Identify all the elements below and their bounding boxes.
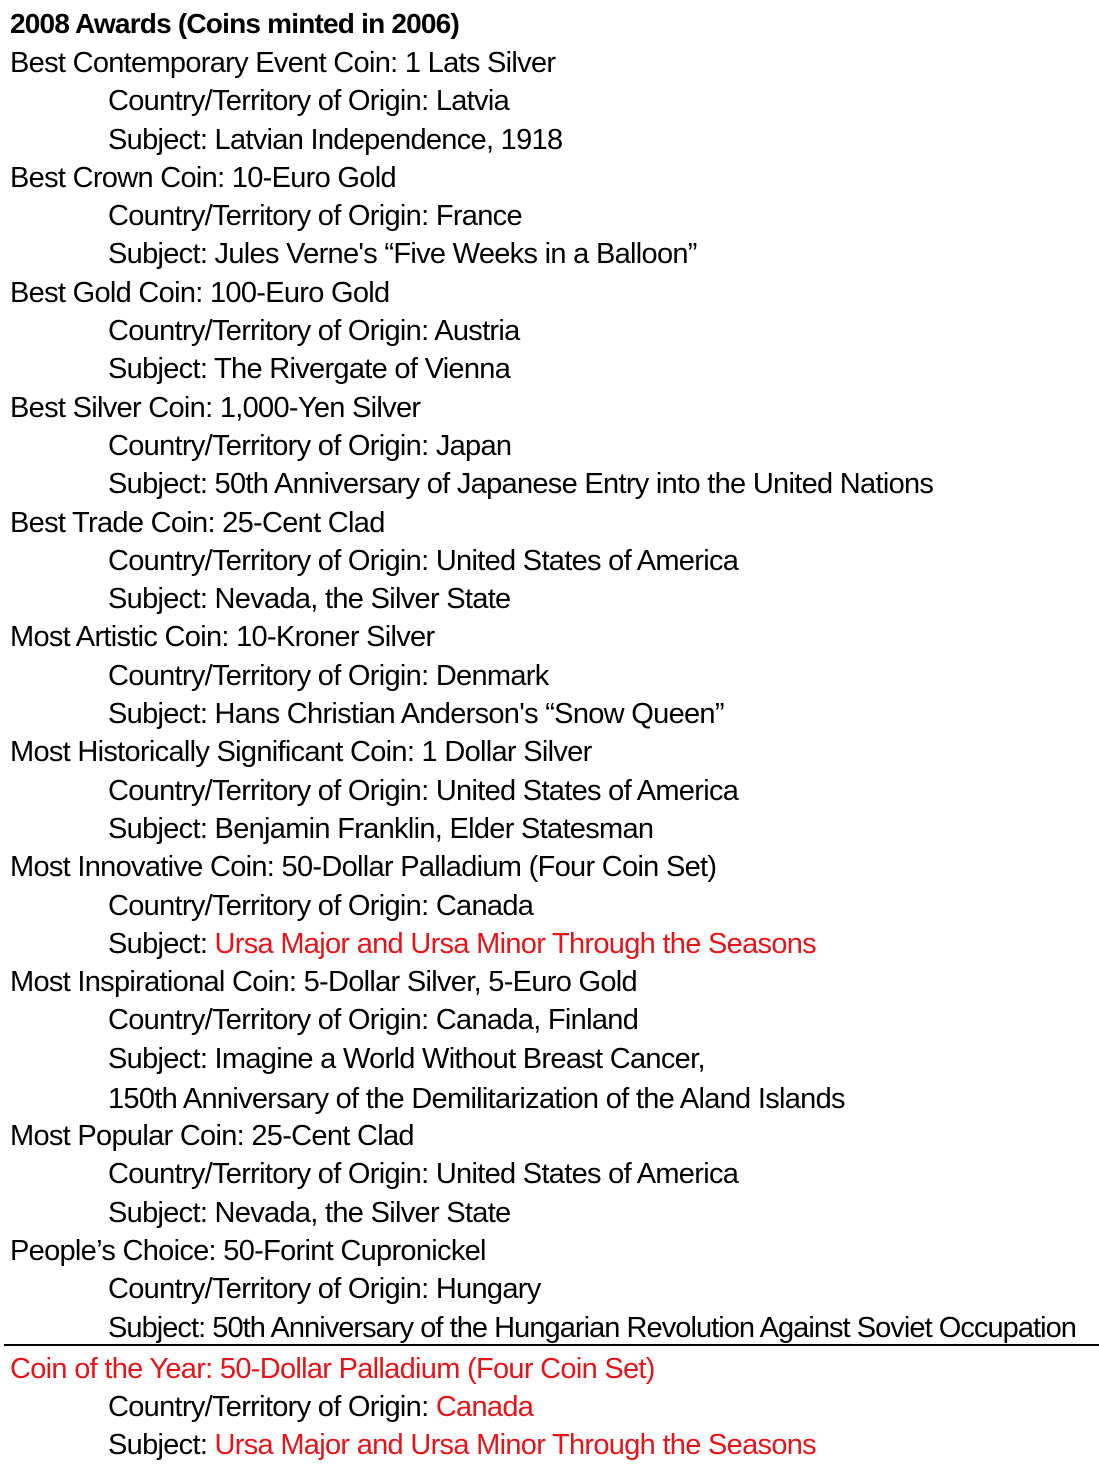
award-subject-continuation: 150th Anniversary of the Demilitarization of the Aland Islands (108, 1083, 845, 1116)
origin-value: United States of America (435, 1158, 739, 1191)
subject-value: Imagine a World Without Breast Cancer, (214, 1042, 705, 1075)
subject-value: The Rivergate of Vienna (214, 353, 511, 386)
origin-value: Denmark (435, 659, 549, 692)
award-heading-most-artistic: Most Artistic Coin: 10-Kroner Silver (10, 621, 435, 654)
origin-value: United States of America (435, 774, 739, 807)
origin-label: Country/Territory of Origin: (108, 85, 436, 118)
origin-label: Country/Territory of Origin: (108, 544, 436, 577)
award-heading-best-silver: Best Silver Coin: 1,000-Yen Silver (10, 391, 421, 424)
subject-label: Subject: (108, 698, 215, 731)
origin-value: United States of America (435, 544, 739, 577)
origin-value: Japan (435, 429, 512, 462)
award-heading-most-popular: Most Popular Coin: 25-Cent Clad (10, 1120, 414, 1153)
award-subject-row (10, 1194, 1099, 1232)
award-heading-best-crown: Best Crown Coin: 10-Euro Gold (10, 161, 396, 194)
coin-of-the-year-subject-row (10, 1426, 1099, 1464)
award-heading-best-contemporary-event: Best Contemporary Event Coin: 1 Lats Silver (10, 47, 556, 79)
awards-list (10, 44, 1099, 1465)
origin-value-highlighted: Canada (435, 1391, 534, 1424)
subject-value: Nevada, the Silver State (214, 1196, 511, 1229)
section-divider (4, 1344, 1099, 1346)
award-subject-row (10, 695, 1099, 733)
subject-value-highlighted: Ursa Major and Ursa Minor Through the Seasons (214, 927, 816, 960)
origin-label: Country/Territory of Origin: (108, 1158, 436, 1191)
origin-label: Country/Territory of Origin: (108, 774, 436, 807)
award-origin-row (10, 1270, 1099, 1308)
origin-label: Country/Territory of Origin: (108, 429, 436, 462)
origin-value: France (435, 200, 522, 233)
coin-of-the-year-heading: Coin of the Year: 50-Dollar Palladium (Four Coin Set) (10, 1352, 655, 1385)
award-subject-row (10, 810, 1099, 848)
subject-value: Jules Verne's “Five Weeks in a Balloon” (214, 238, 697, 271)
subject-label: Subject: (108, 1429, 215, 1462)
subject-label: Subject: (108, 468, 215, 501)
origin-label: Country/Territory of Origin: (108, 889, 436, 922)
coin-of-the-year-origin-row (10, 1388, 1099, 1426)
page-title: 2008 Awards (Coins minted in 2006) (10, 8, 459, 39)
origin-value: Canada, Finland (435, 1004, 639, 1037)
origin-label: Country/Territory of Origin: (108, 1273, 436, 1306)
award-origin-row (10, 427, 1099, 465)
origin-value: Hungary (435, 1273, 541, 1306)
origin-value: Latvia (435, 85, 509, 118)
origin-label: Country/Territory of Origin: (108, 1391, 436, 1424)
subject-label: Subject: (108, 583, 215, 616)
award-subject-row (10, 465, 1099, 503)
award-subject-row (10, 1309, 1099, 1347)
subject-label: Subject: (108, 1196, 215, 1229)
award-heading-most-inspirational: Most Inspirational Coin: 5-Dollar Silver, 5-Euro Gold (10, 966, 637, 999)
subject-label: Subject: (108, 812, 215, 845)
award-origin-row (10, 312, 1099, 350)
award-subject-row (10, 350, 1099, 388)
origin-label: Country/Territory of Origin: (108, 200, 436, 233)
origin-label: Country/Territory of Origin: (108, 315, 435, 348)
award-heading-most-historically-significant: Most Historically Significant Coin: 1 Dollar Silver (10, 736, 592, 769)
award-origin-row (10, 887, 1099, 925)
award-subject-row (10, 1040, 1099, 1078)
award-heading-best-gold: Best Gold Coin: 100-Euro Gold (10, 276, 390, 309)
origin-label: Country/Territory of Origin: (108, 1004, 436, 1037)
award-origin-row (10, 1155, 1099, 1193)
origin-value: Canada (435, 889, 534, 922)
award-heading-most-innovative: Most Innovative Coin: 50-Dollar Palladium (Four Coin Set) (10, 851, 717, 884)
award-subject-row (10, 925, 1099, 963)
subject-label: Subject: (108, 238, 215, 271)
subject-value: Hans Christian Anderson's “Snow Queen” (214, 698, 724, 731)
award-origin-row (10, 197, 1099, 235)
award-subject-row (10, 121, 1099, 159)
award-origin-row (10, 772, 1099, 810)
subject-label: Subject: (108, 353, 215, 386)
subject-label: Subject: (108, 1311, 213, 1344)
origin-value: Austria (434, 315, 520, 348)
subject-label: Subject: (108, 123, 215, 156)
award-origin-row (10, 542, 1099, 580)
subject-value-highlighted: Ursa Major and Ursa Minor Through the Seasons (214, 1429, 816, 1462)
award-subject-row (10, 580, 1099, 618)
origin-label: Country/Territory of Origin: (108, 659, 436, 692)
subject-value: Benjamin Franklin, Elder Statesman (214, 812, 654, 845)
award-origin-row (10, 82, 1099, 120)
award-subject-row (10, 235, 1099, 273)
subject-label: Subject: (108, 927, 215, 960)
subject-label: Subject: (108, 1042, 215, 1075)
subject-value: 50th Anniversary of the Hungarian Revolution Against Soviet Occupation (212, 1311, 1076, 1344)
award-origin-row (10, 657, 1099, 695)
award-heading-peoples-choice: People’s Choice: 50-Forint Cupronickel (10, 1234, 486, 1267)
subject-value: Nevada, the Silver State (214, 583, 511, 616)
award-heading-best-trade: Best Trade Coin: 25-Cent Clad (10, 506, 385, 539)
subject-value: 50th Anniversary of Japanese Entry into the United Nations (214, 468, 934, 501)
subject-value: Latvian Independence, 1918 (214, 123, 563, 156)
award-origin-row (10, 1001, 1099, 1039)
